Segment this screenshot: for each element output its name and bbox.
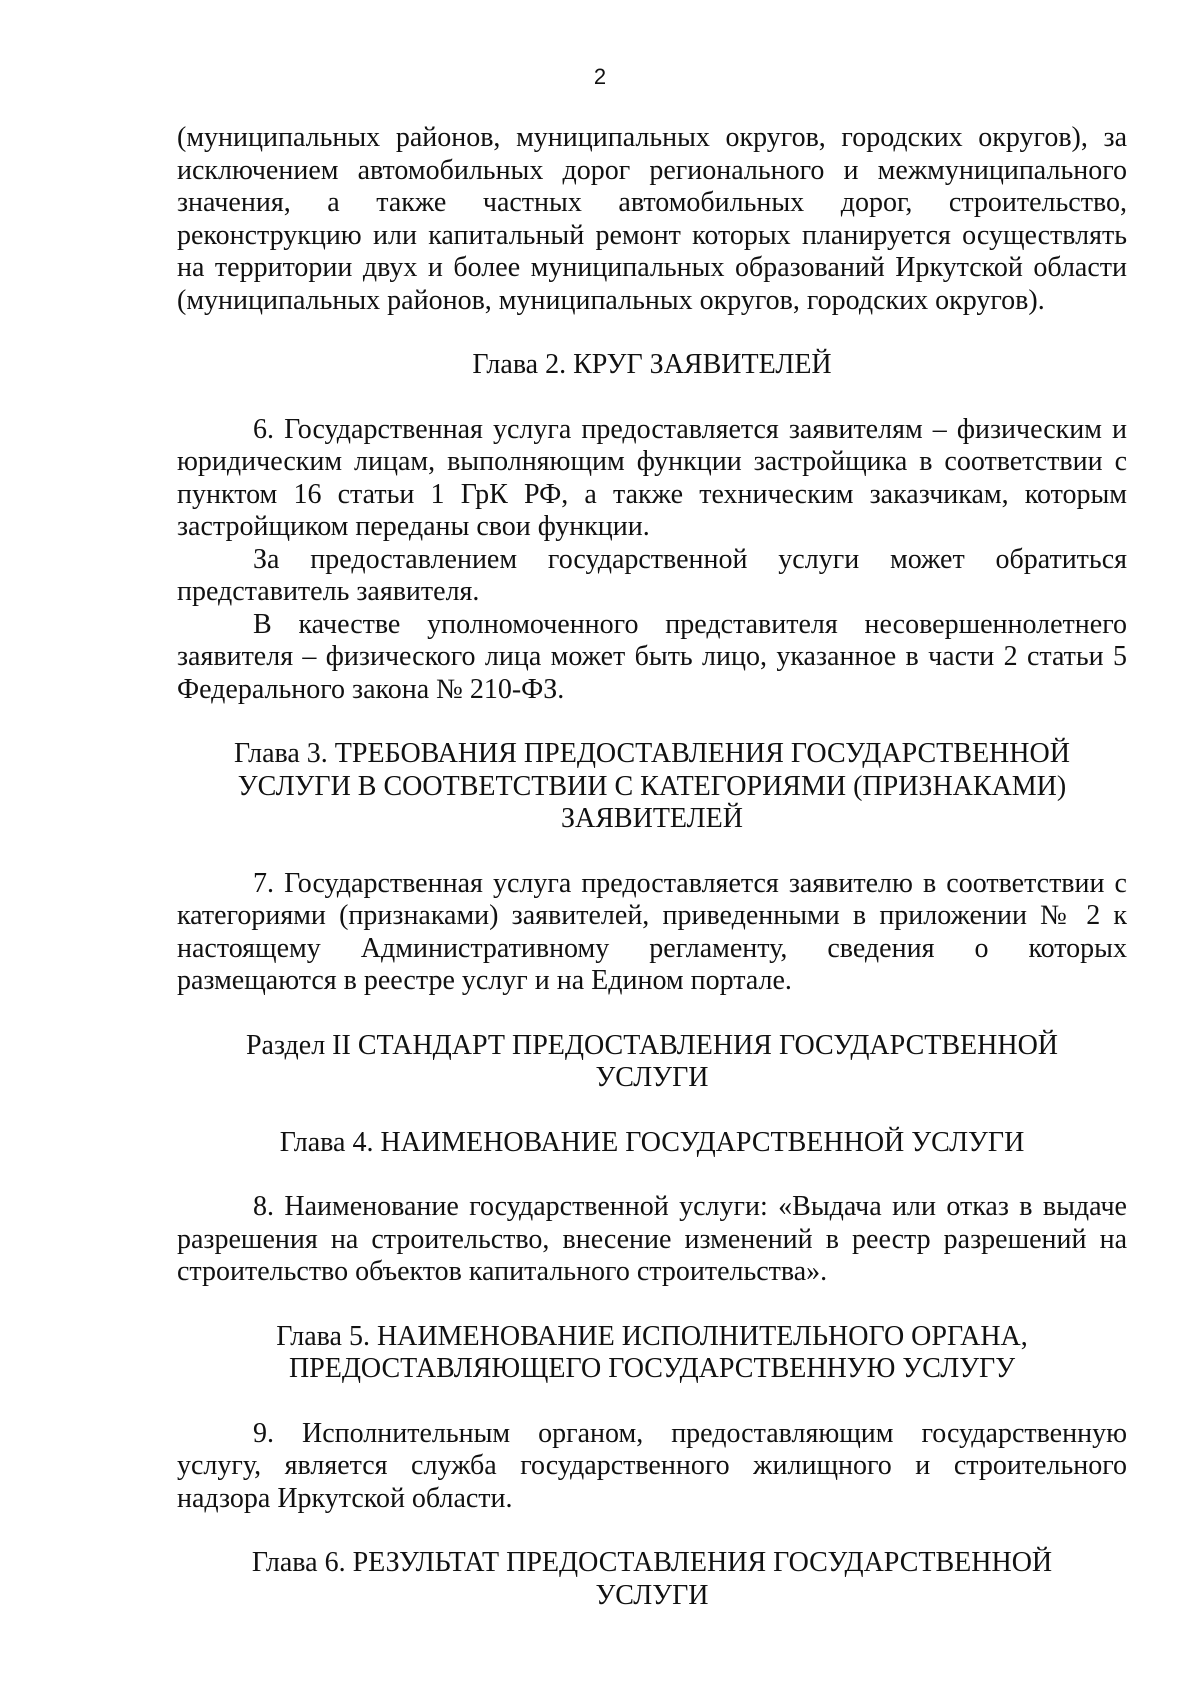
page-number: 2 [593, 64, 607, 89]
chapter-5-heading-line-1: Глава 5. НАИМЕНОВАНИЕ ИСПОЛНИТЕЛЬНОГО ОРГАНА, [276, 1320, 1028, 1352]
chapter-3-heading-line-1: Глава 3. ТРЕБОВАНИЯ ПРЕДОСТАВЛЕНИЯ ГОСУДАРСТВЕННОЙ [234, 738, 1070, 769]
intro-paragraph: (муниципальных районов, муниципальных округов, городских округов), за исключением автомобильных дорог регионального и межмуниципального значения, а также частных автомобильных дорог, строительство, реконструкцию или капитальный ремонт которых планируется осуществлять на территории двух и более муниципальных образований Иркутской области (муниципальных районов, муниципальных округов, городских округов). [177, 122, 1127, 316]
chapter-4-heading: Глава 4. НАИМЕНОВАНИЕ ГОСУДАРСТВЕННОЙ УСЛУГИ [279, 1126, 1025, 1158]
chapter-2-paragraph-1: 6. Государственная услуга предоставляется заявителям – физическим и юридическим лицам, выполняющим функции застройщика в соответствии с пунктом 16 статьи 1 ГрК РФ, а также техническим заказчикам, которым застройщиком переданы свои функции. [177, 413, 1127, 542]
document-body [177, 122, 1127, 1612]
chapter-6-heading [177, 1547, 1127, 1612]
chapter-4-paragraph-1: 8. Наименование государственной услуги: «Выдача или отказ в выдаче разрешения на строительство, внесение изменений в реестр разрешений на строительство объектов капитального строительства». [177, 1191, 1127, 1287]
section-2-heading-line-2: УСЛУГИ [595, 1062, 709, 1093]
chapter-2-heading: Глава 2. КРУГ ЗАЯВИТЕЛЕЙ [472, 349, 832, 380]
chapter-3-paragraph-1: 7. Государственная услуга предоставляется заявителю в соответствии с категориями (признаками) заявителей, приведенными в приложении № 2 к настоящему Административному регламенту, сведения о которых размещаются в реестре услуг и на Едином портале. [177, 867, 1127, 996]
chapter-5-paragraph-1: 9. Исполнительным органом, предоставляющим государственную услугу, является служба государственного жилищного и строительного надзора Иркутской области. [177, 1417, 1127, 1514]
chapter-3-heading-line-3: ЗАЯВИТЕЛЕЙ [561, 803, 743, 834]
section-2-heading [177, 1030, 1127, 1095]
chapter-5-heading [177, 1321, 1127, 1386]
chapter-5-heading-line-2: ПРЕДОСТАВЛЯЮЩЕГО ГОСУДАРСТВЕННУЮ УСЛУГУ [288, 1353, 1016, 1384]
chapter-3-heading-line-2: УСЛУГИ В СООТВЕТСТВИИ С КАТЕГОРИЯМИ (ПРИЗНАКАМИ) [237, 770, 1067, 802]
chapter-2-paragraph-2: За предоставлением государственной услуги может обратиться представитель заявителя. [177, 543, 1127, 607]
chapter-6-heading-line-1: Глава 6. РЕЗУЛЬТАТ ПРЕДОСТАВЛЕНИЯ ГОСУДАРСТВЕННОЙ [251, 1547, 1053, 1578]
chapter-6-heading-line-2: УСЛУГИ [595, 1579, 709, 1611]
section-2-heading-line-1: Раздел II СТАНДАРТ ПРЕДОСТАВЛЕНИЯ ГОСУДАРСТВЕННОЙ [245, 1029, 1059, 1061]
chapter-3-heading [177, 738, 1127, 836]
chapter-2-paragraph-3: В качестве уполномоченного представителя несовершеннолетнего заявителя – физического лица может быть лицо, указанное в части 2 статьи 5 Федерального закона № 210-ФЗ. [177, 608, 1127, 705]
